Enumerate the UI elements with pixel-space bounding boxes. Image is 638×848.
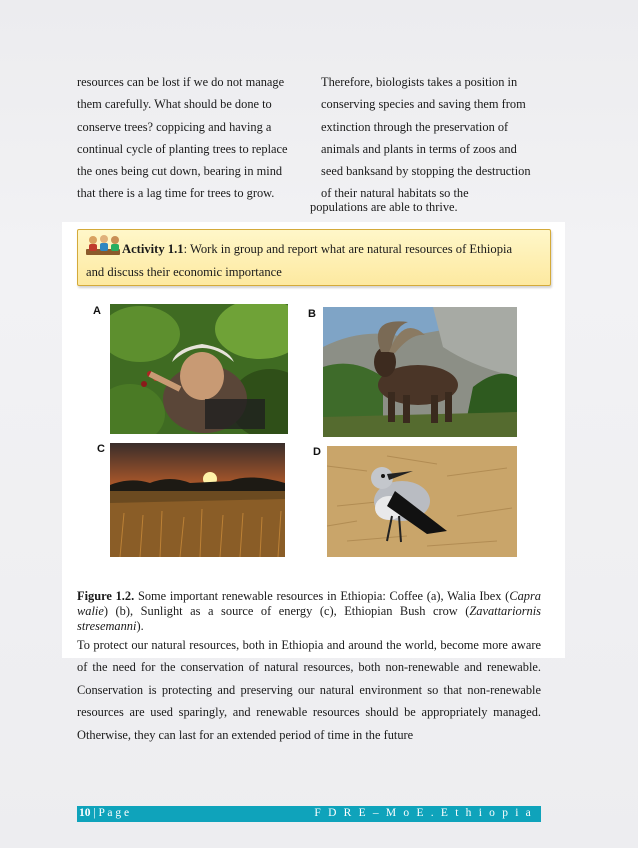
coffee-photo — [110, 304, 288, 434]
left-line: them carefully. What should be done to — [77, 97, 272, 112]
group-discussion-icon — [84, 234, 124, 258]
left-line: continual cycle of planting trees to replace — [77, 141, 288, 156]
left-line: resources can be lost if we do not manage — [77, 75, 285, 89]
figure-label-b: B — [308, 308, 316, 320]
left-line: the ones being cut down, bearing in mind — [77, 164, 283, 179]
page-number: 10 — [79, 807, 91, 819]
left-line: conserve trees? coppicing and having a — [77, 119, 272, 134]
right-line: seed banksand by stopping the destruction — [321, 164, 531, 179]
body-text: To protect our natural resources, both in Ethiopia and around the world, become more aware of the need for the conservation of natural resources, both non-renewable and renewable. Conservation is protecting and preserving our natural environment so that non-renewable resources are used sparingly, and renewable resources should be appropriately managed. Otherwise, they can last for an extended period of time in the future — [77, 638, 541, 742]
body-paragraph — [77, 634, 541, 746]
caption-end: ). — [136, 619, 144, 633]
right-text-column — [321, 71, 547, 205]
activity-title: Activity 1.1 — [122, 242, 184, 256]
left-line: that there is a lag time for trees to grow. — [77, 186, 275, 201]
caption-sci2: Zavattariornis stresemanni — [77, 604, 541, 633]
activity-text: : Work in group and report what are natural resources of Ethiopia — [183, 242, 513, 256]
caption-mid: ) (b), Sunlight as a source of energy (c), Ethiopian Bush crow ( — [103, 604, 470, 618]
caption-sci1: Capra walie — [77, 589, 541, 618]
page-word: | P a g e — [90, 807, 130, 819]
right-line: extinction through the preservation of — [321, 119, 509, 134]
footer-page — [79, 807, 129, 819]
caption-text: Some important renewable resources in Ethiopia: Coffee (a), Walia Ibex ( — [134, 589, 510, 603]
caption-label: Figure 1.2. — [77, 589, 135, 603]
left-text-column — [77, 71, 305, 205]
figure-label-a: A — [93, 305, 101, 317]
activity-line1 — [122, 242, 512, 257]
continuation-line: populations are able to thrive. — [310, 200, 458, 214]
bush-crow-photo — [327, 446, 517, 557]
walia-ibex-photo — [323, 307, 517, 437]
activity-box — [77, 229, 551, 286]
figure-caption — [77, 589, 541, 634]
page-footer — [77, 806, 541, 822]
footer-publisher: F D R E – M o E . E t h i o p i a — [314, 807, 533, 819]
figure-label-d: D — [313, 446, 321, 458]
sunlight-photo — [110, 443, 285, 557]
figure-label-c: C — [97, 443, 105, 455]
right-line: conserving species and saving them from — [321, 97, 526, 112]
right-line: Therefore, biologists takes a position in — [321, 75, 518, 89]
right-line: animals and plants in terms of zoos and — [321, 141, 517, 156]
activity-line2: and discuss their economic importance — [86, 265, 282, 279]
right-line: of their natural habitats so the — [321, 186, 469, 201]
